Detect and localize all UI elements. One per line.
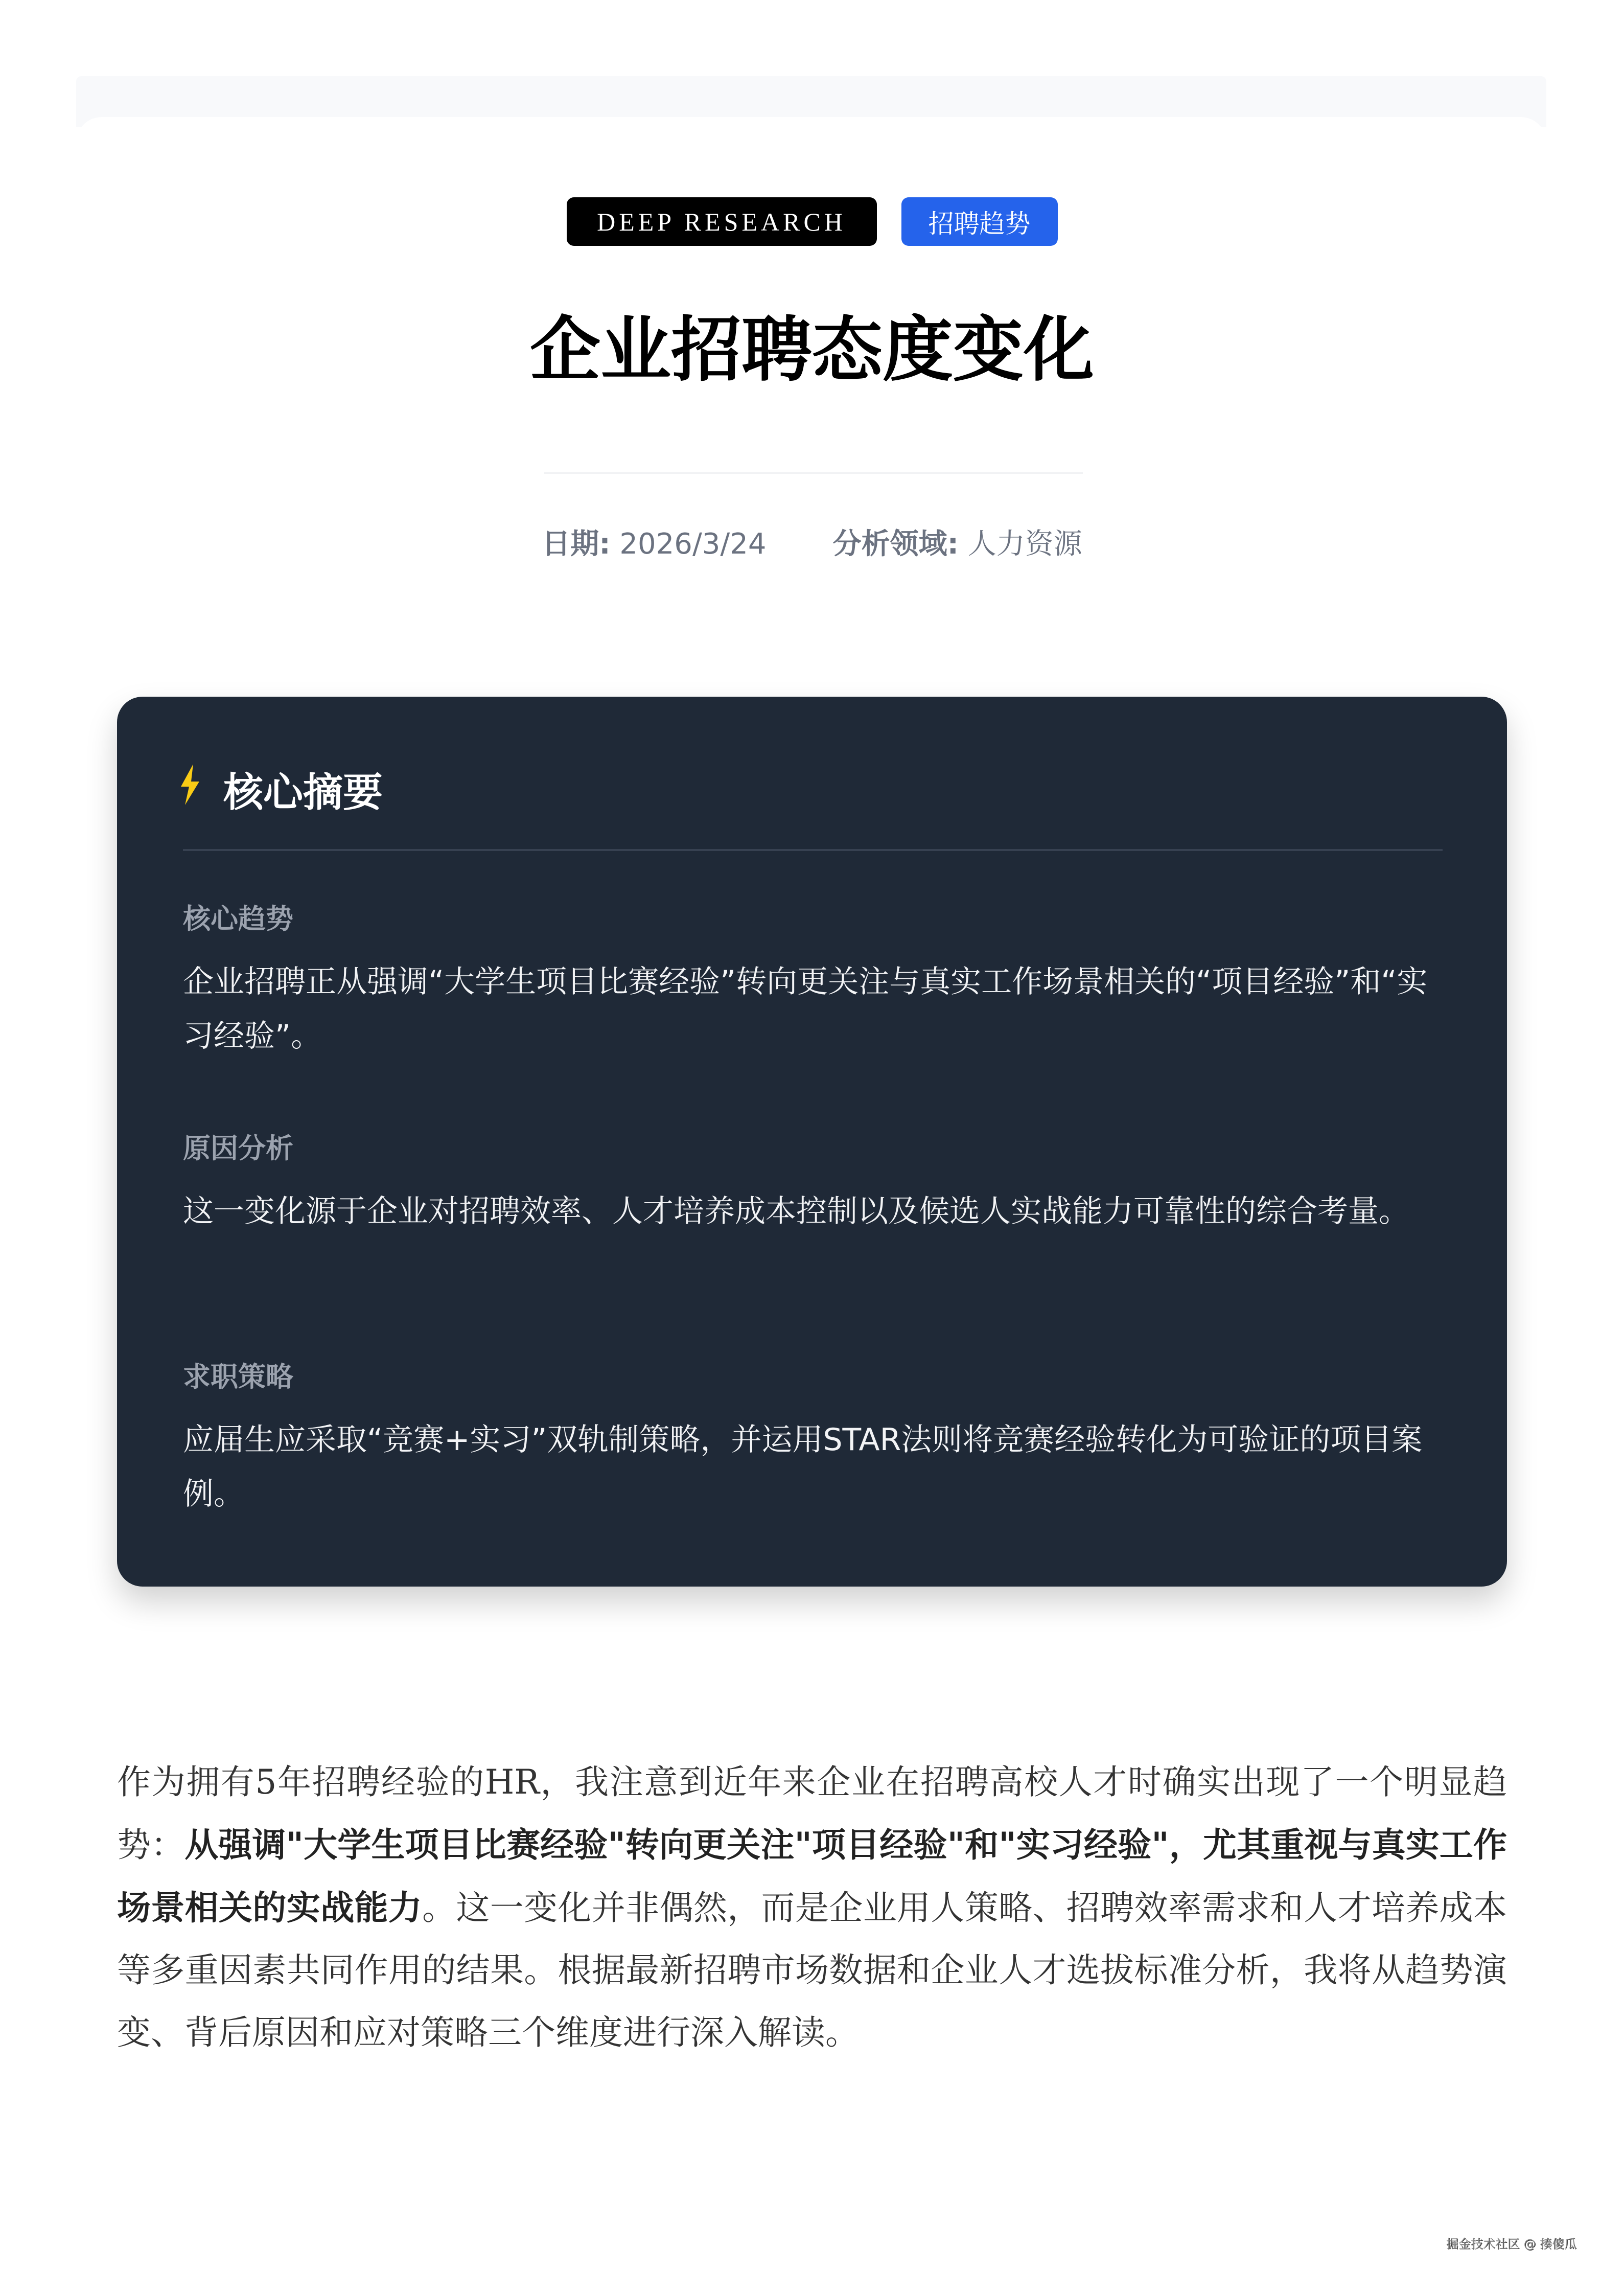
date-meta: [542, 521, 766, 562]
summary-title: 核心摘要: [223, 770, 383, 816]
summary-section-reason: [183, 1128, 1443, 1238]
section-label: 核心趋势: [183, 903, 293, 935]
deep-research-badge: DEEP RESEARCH: [567, 197, 877, 246]
intro-paragraph: [117, 1751, 1507, 2064]
title-divider: [544, 472, 1083, 474]
lightning-icon: [180, 764, 200, 815]
summary-section-trend: [183, 899, 1443, 1063]
summary-heading: [180, 761, 383, 818]
section-label: 原因分析: [183, 1132, 293, 1164]
watermark: 掘金技术社区 @ 揍傻瓜: [1446, 2237, 1577, 2251]
section-text: 应届生应采取“竞赛+实习”双轨制策略，并运用STAR法则将竞赛经验转化为可验证的项目案例。: [183, 1422, 1423, 1512]
page-title: 企业招聘态度变化: [529, 309, 1094, 391]
date-value: 2026/3/24: [619, 527, 767, 561]
section-text: 这一变化源于企业对招聘效率、人才培养成本控制以及候选人实战能力可靠性的综合考量。: [183, 1194, 1409, 1229]
intro-text: 作为拥有5年招聘经验的HR，我注意到近年来企业在招聘高校人才时确实出现了一个明显趋势：: [117, 1762, 1507, 1865]
summary-section-strategy: [183, 1357, 1443, 1521]
date-label: 日期:: [542, 527, 611, 561]
field-meta: [833, 521, 1082, 562]
intro-text: 。这一变化并非偶然，而是企业用人策略、招聘效率需求和人才培养成本等多重因素共同作用的结果。根据最新招聘市场数据和企业人才选拔标准分析，我将从趋势演变、背后原因和应对策略三个维度进行深入解读。: [117, 1888, 1507, 2052]
badge-row: [0, 197, 1624, 246]
field-label: 分析领域:: [832, 527, 959, 561]
category-badge: 招聘趋势: [901, 197, 1058, 246]
intro-highlight: 从强调"大学生项目比赛经验"转向更关注"项目经验"和"实习经验"，尤其重视与真实工作场景相关的实战能力: [117, 1825, 1507, 1927]
section-text: 企业招聘正从强调“大学生项目比赛经验”转向更关注与真实工作场景相关的“项目经验”和“实习经验”。: [183, 964, 1428, 1054]
meta-row: [0, 521, 1624, 562]
section-label: 求职策略: [183, 1361, 293, 1393]
field-value: 人力资源: [967, 527, 1082, 561]
summary-divider: [183, 849, 1443, 851]
